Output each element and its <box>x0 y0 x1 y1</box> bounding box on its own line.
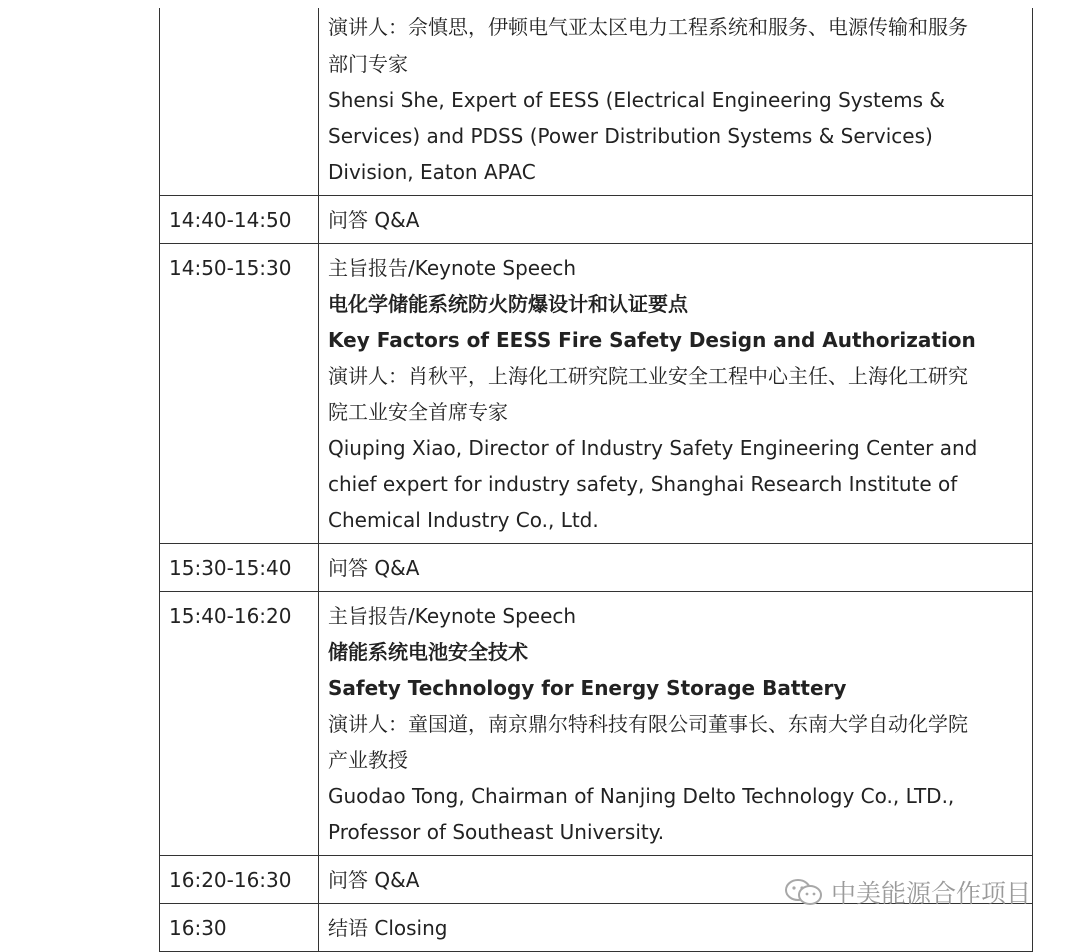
content-line: Chemical Industry Co., Ltd. <box>328 508 599 532</box>
content-cell <box>319 904 1033 952</box>
schedule-table <box>159 8 1033 952</box>
talk-title: Safety Technology for Energy Storage Battery <box>328 676 847 700</box>
content-line: Shensi She, Expert of EESS (Electrical Engineering Systems & <box>328 88 946 112</box>
time-cell: 15:30-15:40 <box>160 544 319 592</box>
time-cell: 14:50-15:30 <box>160 244 319 544</box>
content-line: 部门专家 <box>328 52 408 76</box>
content-line: 问答 Q&A <box>328 208 420 232</box>
content-cell <box>319 196 1033 244</box>
schedule-row <box>160 904 1033 952</box>
content-line: 演讲人：肖秋平，上海化工研究院工业安全工程中心主任、上海化工研究 <box>328 364 968 388</box>
time-cell: 14:40-14:50 <box>160 196 319 244</box>
talk-title: 储能系统电池安全技术 <box>328 640 528 664</box>
content-cell <box>319 244 1033 544</box>
time-cell: 16:20-16:30 <box>160 856 319 904</box>
content-line: 问答 Q&A <box>328 556 420 580</box>
content-line: 主旨报告/Keynote Speech <box>328 256 577 280</box>
content-line: chief expert for industry safety, Shanghai Research Institute of <box>328 472 958 496</box>
content-line: 问答 Q&A <box>328 868 420 892</box>
content-line: 主旨报告/Keynote Speech <box>328 604 577 628</box>
schedule-row <box>160 592 1033 856</box>
content-line: Services) and PDSS (Power Distribution Systems & Services) <box>328 124 933 148</box>
content-cell <box>319 592 1033 856</box>
schedule-row <box>160 244 1033 544</box>
content-line: 演讲人：佘慎思，伊顿电气亚太区电力工程系统和服务、电源传输和服务 <box>328 15 968 39</box>
schedule-row <box>160 8 1033 196</box>
content-cell <box>319 544 1033 592</box>
content-cell <box>319 8 1033 196</box>
wechat-icon <box>783 877 825 907</box>
content-line: Guodao Tong, Chairman of Nanjing Delto Technology Co., LTD., <box>328 784 955 808</box>
schedule-row <box>160 196 1033 244</box>
schedule-row <box>160 544 1033 592</box>
time-cell: 15:40-16:20 <box>160 592 319 856</box>
content-line: Qiuping Xiao, Director of Industry Safety Engineering Center and <box>328 436 978 460</box>
time-cell: 16:30 <box>160 904 319 952</box>
talk-title: 电化学储能系统防火防爆设计和认证要点 <box>328 292 688 316</box>
content-line: 院工业安全首席专家 <box>328 400 508 424</box>
watermark <box>783 874 1031 910</box>
schedule-body <box>160 8 1033 952</box>
time-cell <box>160 8 319 196</box>
talk-title: Key Factors of EESS Fire Safety Design and Authorization <box>328 328 976 352</box>
content-line: Division, Eaton APAC <box>328 160 536 184</box>
content-line: Professor of Southeast University. <box>328 820 665 844</box>
watermark-text: 中美能源合作项目 <box>831 879 1032 908</box>
content-line: 结语 Closing <box>328 916 448 940</box>
content-line: 演讲人：童国道，南京鼎尔特科技有限公司董事长、东南大学自动化学院 <box>328 712 968 736</box>
content-line: 产业教授 <box>328 748 408 772</box>
